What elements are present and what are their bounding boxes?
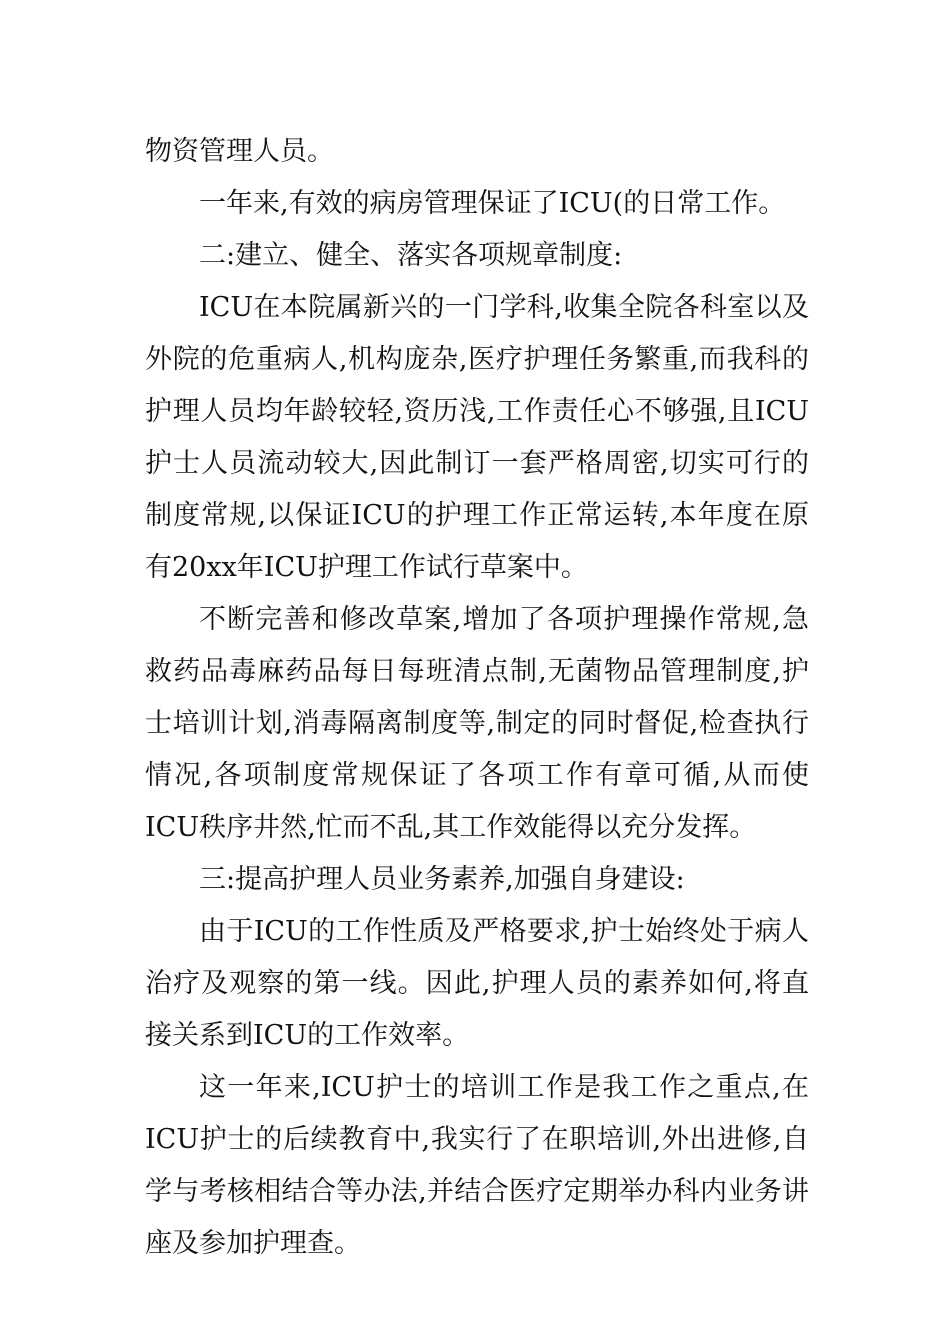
- paragraph-7: 由于ICU的工作性质及严格要求,护士始终处于病人治疗及观察的第一线。因此,护理人员的素养如何,将直接关系到ICU的工作效率。: [145, 916, 809, 1051]
- paragraph-1: 物资管理人员。: [145, 136, 334, 167]
- paragraph-6-heading: 三:提高护理人员业务素养,加强自身建设:: [199, 864, 685, 895]
- paragraph-4: ICU在本院属新兴的一门学科,收集全院各科室以及外院的危重病人,机构庞杂,医疗护理任务繁重,而我科的护理人员均年龄较轻,资历浅,工作责任心不够强,且ICU护士人员流动较大,因此制订一套严格周密,切实可行的制度常规,以保证ICU的护理工作正常运转,本年度在原有20xx年ICU护理工作试行草案中。: [145, 292, 809, 583]
- paragraph-2: 一年来,有效的病房管理保证了ICU(的日常工作。: [199, 188, 786, 219]
- paragraph-3-heading: 二:建立、健全、落实各项规章制度:: [199, 240, 623, 271]
- document-body: [145, 126, 809, 1270]
- paragraph-5: 不断完善和修改草案,增加了各项护理操作常规,急救药品毒麻药品每日每班清点制,无菌物品管理制度,护士培训计划,消毒隔离制度等,制定的同时督促,检查执行情况,各项制度常规保证了各项工作有章可循,从而使ICU秩序井然,忙而不乱,其工作效能得以充分发挥。: [145, 604, 809, 843]
- paragraph-8: 这一年来,ICU护士的培训工作是我工作之重点,在ICU护士的后续教育中,我实行了在职培训,外出进修,自学与考核相结合等办法,并结合医疗定期举办科内业务讲座及参加护理查。: [145, 1072, 809, 1259]
